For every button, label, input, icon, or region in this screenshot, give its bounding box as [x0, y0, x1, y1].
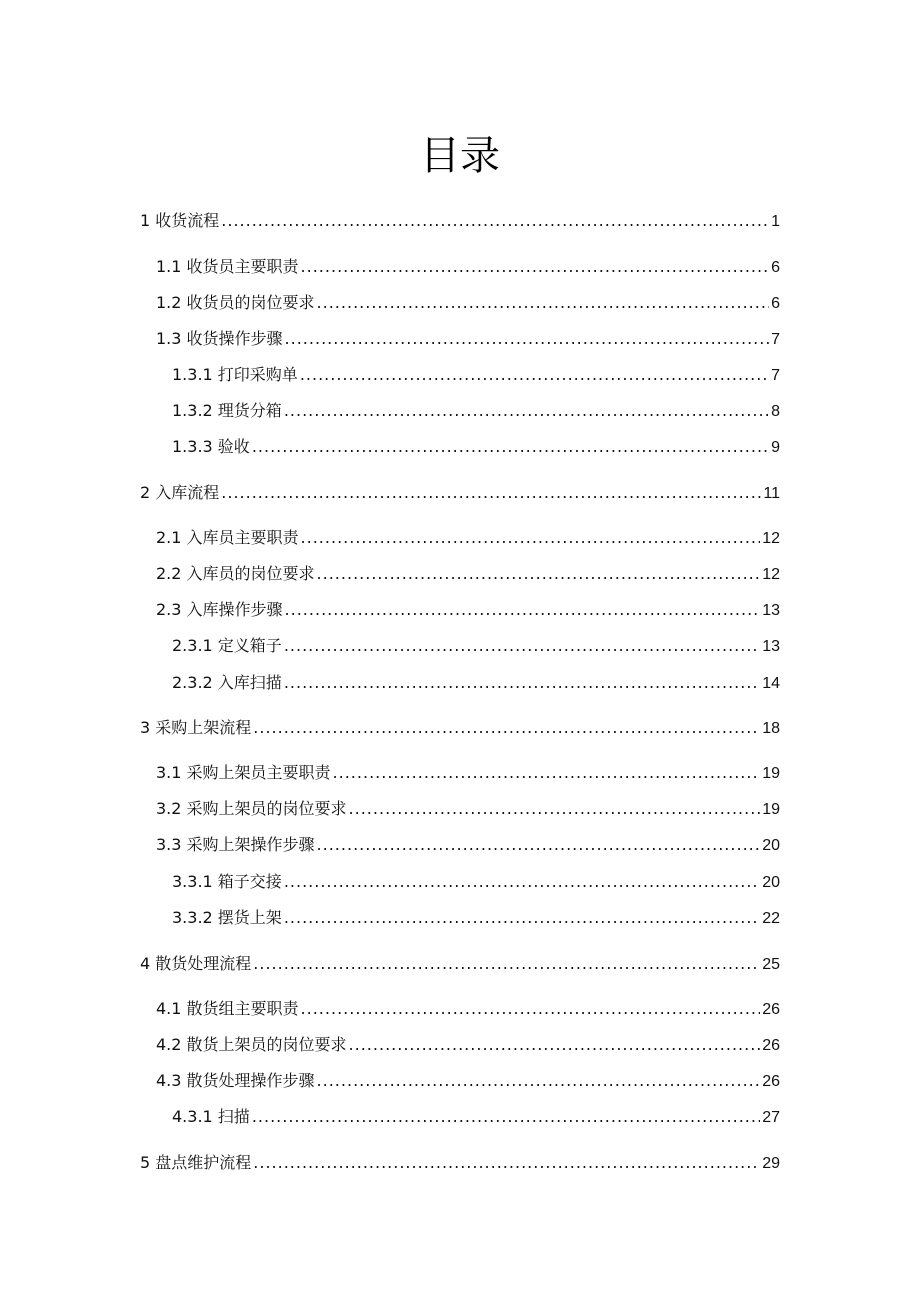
- toc-entry-page: 12: [762, 530, 780, 547]
- toc-entry[interactable]: [140, 208, 780, 234]
- toc-entry-page: 19: [762, 801, 780, 818]
- toc-entry-page: 11: [763, 485, 780, 502]
- toc-entry-page: 18: [762, 720, 780, 737]
- dot-leader: [300, 362, 769, 388]
- toc-entry-page: 7: [771, 367, 780, 384]
- toc-entry-label: 3.3.1 箱子交接: [172, 872, 282, 891]
- toc-entry[interactable]: [172, 633, 780, 659]
- dot-leader: [252, 1104, 760, 1130]
- toc-entry[interactable]: [156, 796, 780, 822]
- toc-entry-page: 19: [762, 765, 780, 782]
- toc-entry[interactable]: [156, 1068, 780, 1094]
- toc-entry-label: 1.3 收货操作步骤: [156, 329, 283, 348]
- dot-leader: [253, 951, 760, 977]
- toc-entry-label: 1.3.2 理货分箱: [172, 401, 282, 420]
- toc-entry[interactable]: [156, 597, 780, 623]
- dot-leader: [317, 561, 761, 587]
- toc-entry-page: 27: [762, 1109, 780, 1126]
- dot-leader: [221, 480, 761, 506]
- toc-entry-page: 20: [762, 874, 780, 891]
- toc-entry-label: 2.3 入库操作步骤: [156, 600, 283, 619]
- toc-entry[interactable]: [156, 832, 780, 858]
- toc-entry-label: 1.2 收货员的岗位要求: [156, 293, 315, 312]
- toc-entry[interactable]: [156, 996, 780, 1022]
- toc-entry-page: 20: [762, 837, 780, 854]
- toc-entry-label: 1.3.3 验收: [172, 437, 250, 456]
- dot-leader: [284, 398, 769, 424]
- toc-entry-label: 3.3 采购上架操作步骤: [156, 835, 315, 854]
- toc-entry-label: 4.2 散货上架员的岗位要求: [156, 1035, 347, 1054]
- toc-entry-page: 6: [771, 295, 780, 312]
- toc-entry-page: 26: [762, 1001, 780, 1018]
- toc-entry-label: 2 入库流程: [140, 483, 220, 502]
- toc-entry-page: 29: [762, 1155, 780, 1172]
- dot-leader: [221, 208, 769, 234]
- toc-entry[interactable]: [172, 398, 780, 424]
- toc-entry[interactable]: [172, 670, 780, 696]
- dot-leader: [317, 1068, 761, 1094]
- toc-entry[interactable]: [156, 326, 780, 352]
- dot-leader: [349, 796, 761, 822]
- toc-entry[interactable]: [172, 905, 780, 931]
- toc-entry-label: 4.3.1 扫描: [172, 1107, 250, 1126]
- dot-leader: [284, 869, 760, 895]
- dot-leader: [317, 832, 761, 858]
- toc-entry-label: 2.1 入库员主要职责: [156, 528, 299, 547]
- dot-leader: [301, 254, 770, 280]
- toc-entry-label: 2.3.2 入库扫描: [172, 673, 282, 692]
- toc-entry[interactable]: [156, 525, 780, 551]
- toc-entry-label: 2.2 入库员的岗位要求: [156, 564, 315, 583]
- toc-entry-label: 1.1 收货员主要职责: [156, 257, 299, 276]
- toc-entry-page: 26: [762, 1037, 780, 1054]
- toc-entry[interactable]: [156, 254, 780, 280]
- dot-leader: [285, 597, 761, 623]
- toc-entry-page: 22: [762, 910, 780, 927]
- toc-entry-label: 4.1 散货组主要职责: [156, 999, 299, 1018]
- dot-leader: [284, 905, 760, 931]
- dot-leader: [252, 434, 769, 460]
- toc-entry[interactable]: [172, 869, 780, 895]
- toc-entry-label: 3.2 采购上架员的岗位要求: [156, 799, 347, 818]
- page-title: 目录: [420, 133, 500, 179]
- toc-entry-page: 9: [771, 439, 780, 456]
- toc-entry[interactable]: [140, 480, 780, 506]
- toc-entry-page: 25: [762, 956, 780, 973]
- toc-entry-label: 1 收货流程: [140, 211, 220, 230]
- toc-entry-label: 3 采购上架流程: [140, 718, 252, 737]
- toc-entry[interactable]: [172, 1104, 780, 1130]
- toc-entry-label: 1.3.1 打印采购单: [172, 365, 298, 384]
- dot-leader: [285, 326, 770, 352]
- dot-leader: [284, 633, 760, 659]
- dot-leader: [301, 525, 761, 551]
- dot-leader: [253, 1150, 760, 1176]
- toc-entry-label: 2.3.1 定义箱子: [172, 636, 282, 655]
- toc-entry-label: 3.1 采购上架员主要职责: [156, 763, 331, 782]
- dot-leader: [333, 760, 761, 786]
- toc-entry-page: 26: [762, 1073, 780, 1090]
- toc-entry[interactable]: [156, 561, 780, 587]
- dot-leader: [301, 996, 761, 1022]
- toc-entry-page: 8: [771, 403, 780, 420]
- toc-entry-page: 14: [762, 675, 780, 692]
- toc-entry[interactable]: [140, 951, 780, 977]
- toc-entry-page: 6: [771, 259, 780, 276]
- toc-entry[interactable]: [172, 434, 780, 460]
- toc-entry-page: 1: [771, 213, 780, 230]
- toc-entry-label: 3.3.2 摆货上架: [172, 908, 282, 927]
- toc-entry[interactable]: [172, 362, 780, 388]
- dot-leader: [253, 715, 760, 741]
- dot-leader: [284, 670, 760, 696]
- toc-entry-label: 4 散货处理流程: [140, 954, 252, 973]
- toc-entry[interactable]: [140, 715, 780, 741]
- dot-leader: [317, 290, 770, 316]
- toc-entry[interactable]: [156, 290, 780, 316]
- toc-entry[interactable]: [156, 760, 780, 786]
- toc-entry[interactable]: [140, 1150, 780, 1176]
- toc-entry-label: 5 盘点维护流程: [140, 1153, 252, 1172]
- toc-entry-page: 13: [762, 638, 780, 655]
- dot-leader: [349, 1032, 761, 1058]
- toc-entry[interactable]: [156, 1032, 780, 1058]
- toc-entry-page: 13: [762, 602, 780, 619]
- toc-entry-page: 12: [762, 566, 780, 583]
- toc-entry-page: 7: [771, 331, 780, 348]
- toc-entry-label: 4.3 散货处理操作步骤: [156, 1071, 315, 1090]
